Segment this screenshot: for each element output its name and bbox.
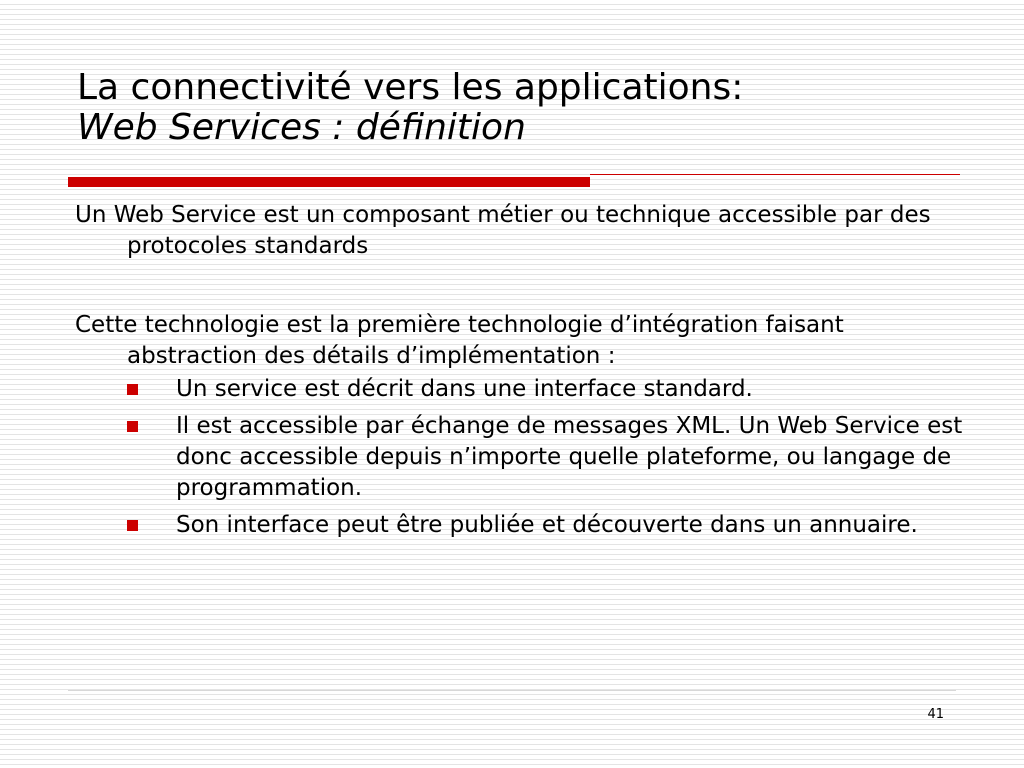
footer-divider (68, 690, 956, 691)
page-number: 41 (927, 707, 944, 722)
bullet-item (75, 510, 965, 541)
paragraph-1: Un Web Service est un composant métier ou technique accessible par des protocoles standards (75, 202, 931, 259)
bullet-text: Son interface peut être publiée et découverte dans un annuaire. (176, 512, 918, 538)
bullet-text: Il est accessible par échange de messages XML. Un Web Service est donc accessible depuis n’importe quelle plateforme, ou langage de programmation. (176, 413, 963, 501)
red-square-bullet-icon (127, 520, 138, 531)
bullet-list (75, 374, 965, 541)
slide-title (77, 68, 977, 148)
bullet-item (75, 411, 965, 504)
title-underline-thin (590, 174, 960, 175)
title-line-1: La connectivité vers les applications: (77, 67, 744, 108)
slide-body (75, 200, 965, 547)
red-square-bullet-icon (127, 384, 138, 395)
bullet-item (75, 374, 965, 405)
title-underline-bar (68, 177, 590, 187)
bullet-text: Un service est décrit dans une interface standard. (176, 376, 753, 402)
red-square-bullet-icon (127, 421, 138, 432)
title-line-2: Web Services : définition (77, 107, 526, 148)
paragraph-2: Cette technologie est la première technologie d’intégration faisant abstraction des détails d’implémentation : (75, 312, 844, 369)
